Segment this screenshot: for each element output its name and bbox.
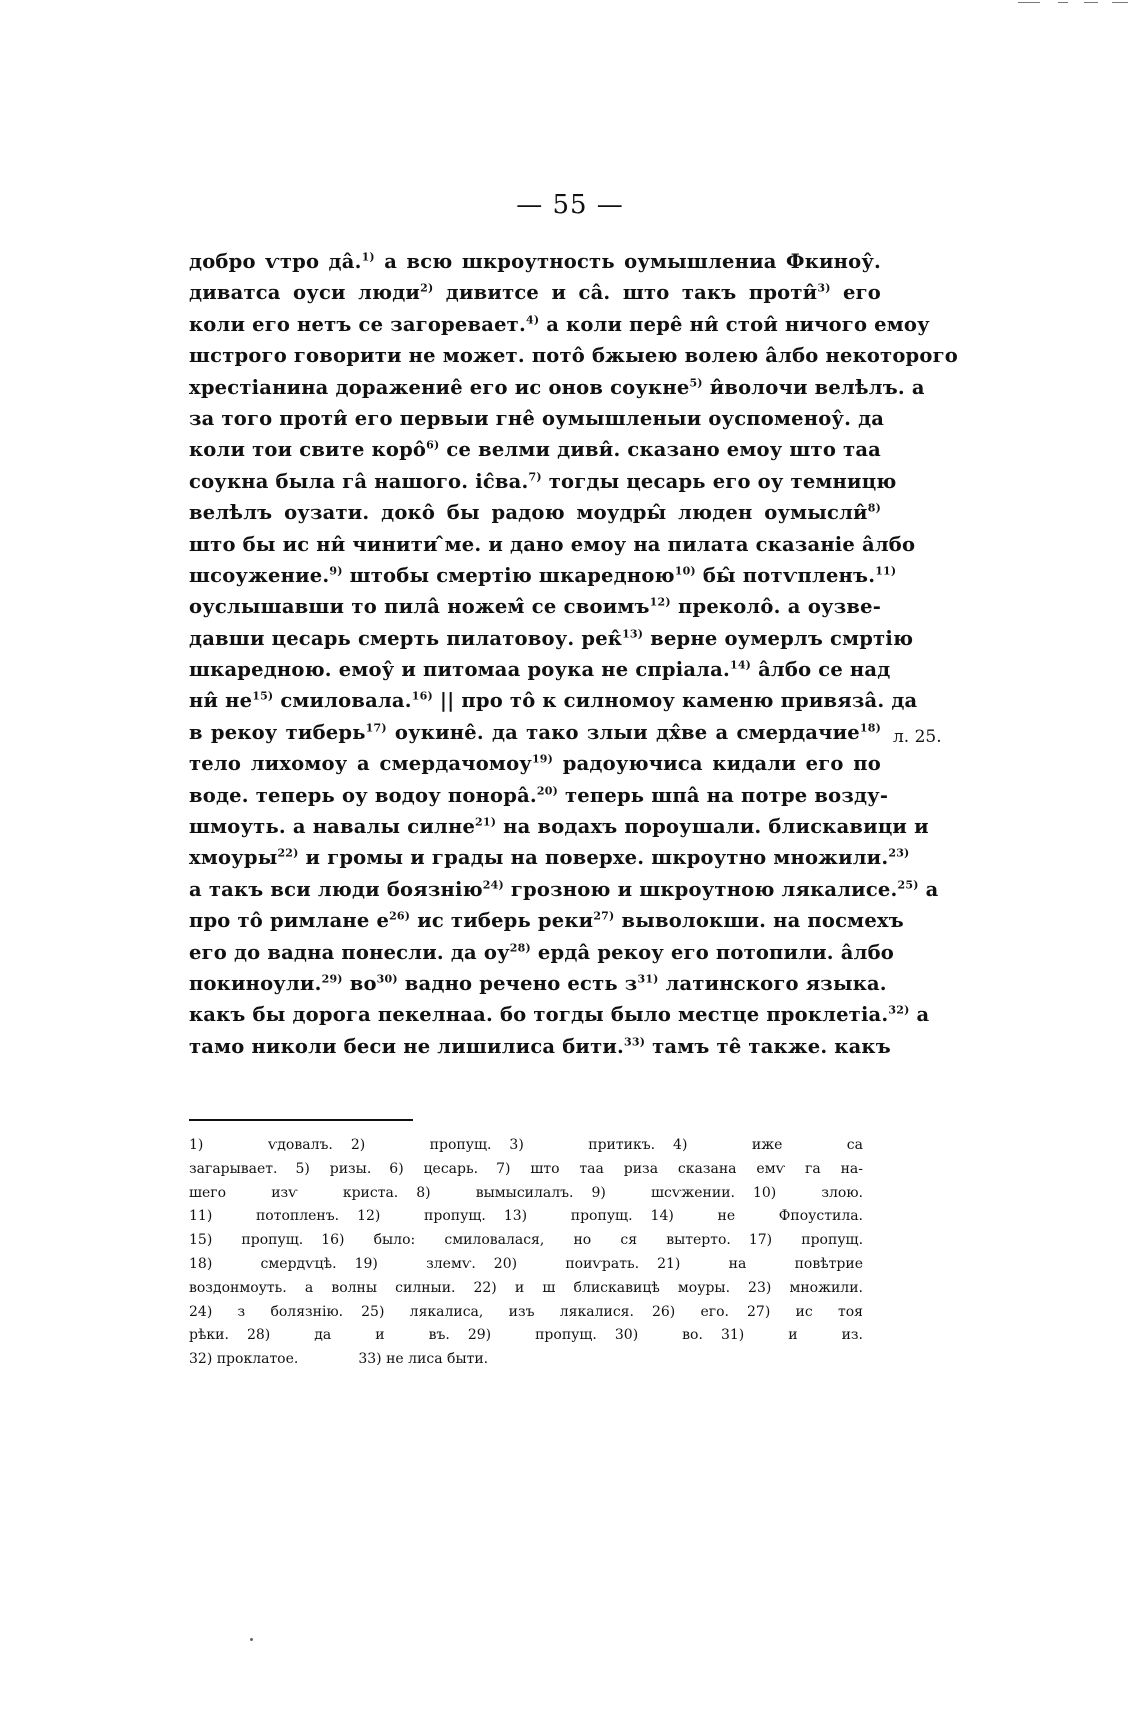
text-segment: ерда̂ рекоу его потопили. а̂лбо bbox=[530, 940, 894, 964]
footnote-ref: 22) bbox=[277, 846, 299, 860]
text-segment: соукна была га̂ нашого. іс̂ва. bbox=[189, 469, 529, 493]
page-number: — 55 — bbox=[516, 190, 624, 220]
text-segment: про то̂ римлане е bbox=[189, 909, 390, 933]
footnote-ref: 1) bbox=[361, 250, 375, 264]
footnote-line bbox=[189, 1182, 881, 1206]
footnote-ref: 33) bbox=[624, 1035, 646, 1049]
footnote-entry: 20) поиѵрать. bbox=[493, 1255, 640, 1272]
footnote-entry: 12) пропущ. bbox=[357, 1208, 486, 1225]
footnote-entry: 19) злемѵ. bbox=[354, 1255, 476, 1272]
text-segment: и громы и грады на поверхе. шкроутно множили. bbox=[298, 846, 889, 870]
text-line bbox=[189, 968, 887, 999]
text-segment: добро ѵтро да̂. bbox=[189, 250, 362, 273]
text-line bbox=[189, 780, 889, 811]
text-segment: смиловала. bbox=[273, 689, 412, 713]
text-line bbox=[189, 497, 881, 528]
text-segment: шстрого говорити не может. пото̂ бжыею волею а̂лбо некоторого bbox=[189, 344, 958, 368]
footnote-line bbox=[189, 1253, 881, 1277]
footnote-entry: 4) иже са bbox=[673, 1137, 863, 1153]
footnote-ref: 30) bbox=[376, 972, 398, 986]
footnote-entry: 13) пропущ. bbox=[503, 1208, 633, 1225]
text-line bbox=[189, 529, 916, 560]
text-segment: што бы ис ни̂ чинити ̂ме. и дано емоу на пилата сказаніе а̂лбо bbox=[189, 532, 916, 556]
text-segment: шсоужение. bbox=[189, 563, 330, 587]
text-segment: коли его нетъ се загоревает. bbox=[189, 312, 526, 336]
footnote-entry: 3) притикъ. bbox=[509, 1137, 656, 1153]
footnote-ref: 32) bbox=[888, 1003, 910, 1017]
footnote-entry: 26) его. bbox=[651, 1303, 729, 1320]
footnote-entry: 8) вымысилалъ. bbox=[416, 1184, 574, 1201]
text-segment: во bbox=[342, 971, 377, 995]
footnote-entry: 31) и из. bbox=[720, 1327, 863, 1344]
text-segment: а̂лбо се над bbox=[751, 658, 891, 682]
text-segment: || про то̂ к силномоу каменю привяза̂. да bbox=[432, 689, 918, 713]
footnote-ref: 15) bbox=[252, 689, 274, 703]
footnote-entry: 16) было: смиловалася, но ся вытерто. bbox=[321, 1232, 731, 1249]
footnote-ref: 23) bbox=[888, 846, 910, 860]
footnote-entry: загарывает. bbox=[189, 1160, 278, 1177]
footnote-entry: 28) да и въ. bbox=[246, 1327, 450, 1344]
footnote-entry: 18) смердѵцѣ. bbox=[189, 1255, 337, 1272]
footnote-line bbox=[189, 1229, 881, 1253]
footnote-entry: 25) лякалиса, изъ лякалися. bbox=[361, 1303, 634, 1320]
text-segment: бы̂ потѵпленъ. bbox=[695, 563, 876, 587]
footnote-entry: 17) пропущ. bbox=[748, 1232, 864, 1249]
text-line bbox=[189, 937, 894, 968]
text-segment: а такъ вси люди боязнію bbox=[189, 877, 483, 901]
footnote-entry: 6) цесарь. bbox=[389, 1160, 479, 1177]
footnote-entry: 29) пропущ. bbox=[467, 1327, 597, 1344]
footnote-ref: 27) bbox=[593, 909, 615, 923]
footnote-ref: 26) bbox=[389, 909, 411, 923]
text-line bbox=[189, 560, 897, 591]
text-line bbox=[189, 842, 910, 873]
footnote-entry: 10) злою. bbox=[752, 1184, 864, 1201]
text-segment: тогды цесарь его оу темницю bbox=[541, 469, 897, 493]
footnote-entry: 7) што таа риза сказана емѵ га на- bbox=[496, 1160, 863, 1177]
text-segment: покиноули. bbox=[189, 971, 322, 995]
text-segment: шмоуть. а навалы силне bbox=[189, 815, 476, 839]
text-line bbox=[189, 999, 930, 1030]
footnote-entry: 5) ризы. bbox=[295, 1160, 372, 1177]
text-segment: тамъ те̂ такжe. какъ bbox=[645, 1034, 891, 1058]
footnote-ref: 21) bbox=[475, 815, 497, 829]
margin-note: л. 25. bbox=[893, 727, 942, 747]
text-segment: дивитсе и са̂. што такъ проти̂ bbox=[433, 281, 818, 305]
text-segment: тело лихомоу а смердачомоу bbox=[189, 752, 532, 776]
footnote-ref: 2) bbox=[420, 281, 434, 295]
text-line bbox=[189, 591, 881, 622]
text-line bbox=[189, 277, 881, 308]
footnote-entry: 2) пропущ. bbox=[350, 1137, 492, 1153]
footnote-ref: 3) bbox=[817, 281, 831, 295]
text-line bbox=[189, 403, 885, 434]
text-line bbox=[189, 905, 904, 936]
text-segment: в рекоу тиберь bbox=[189, 720, 366, 744]
footnote-ref: 4) bbox=[525, 313, 540, 327]
scan-edge-marks bbox=[1000, 0, 1140, 10]
footnotes bbox=[189, 1134, 881, 1372]
footnote-ref: 18) bbox=[859, 721, 881, 735]
text-line bbox=[189, 372, 925, 403]
footnote-entry: 30) во. bbox=[614, 1327, 703, 1344]
text-segment: а коли пере̂ ни̂ стои̂ ничого емоу bbox=[539, 312, 930, 336]
text-segment: теперь шпа̂ на потре возду- bbox=[558, 783, 889, 807]
footnote-line bbox=[189, 1158, 881, 1182]
footnote-ref: 19) bbox=[531, 752, 554, 766]
text-segment: его до вадна понесли. да оу bbox=[189, 940, 510, 964]
text-line bbox=[189, 811, 929, 842]
footnote-line bbox=[189, 1348, 881, 1372]
text-segment: латинского языка. bbox=[658, 971, 887, 995]
footnote-ref: 14) bbox=[729, 658, 752, 672]
footnote-line bbox=[189, 1301, 881, 1325]
footnote-ref: 25) bbox=[897, 878, 919, 892]
text-line bbox=[189, 748, 881, 779]
footnote-entry: 14) не Фпоустила. bbox=[650, 1208, 864, 1225]
footnote-ref: 12) bbox=[649, 595, 671, 609]
text-line bbox=[189, 246, 881, 277]
text-segment: коли тои свите коро̂ bbox=[189, 438, 427, 462]
text-segment: выволокши. на посмехъ bbox=[614, 909, 904, 933]
text-segment: верне оумерлъ смртію bbox=[643, 626, 914, 650]
footnote-entry: 15) пропущ. bbox=[189, 1232, 304, 1249]
text-segment: какъ бы дорога пекелнаа. бо тогды было местце проклетіа. bbox=[189, 1003, 889, 1027]
text-line bbox=[189, 874, 939, 905]
footnote-ref: 11) bbox=[875, 564, 897, 578]
text-line bbox=[189, 340, 958, 371]
text-segment: а bbox=[909, 1003, 930, 1027]
text-segment: а bbox=[918, 877, 939, 901]
text-segment: грозною и шкроутною лякалисе. bbox=[503, 877, 898, 901]
text-segment: радоуючиса кидали его по bbox=[553, 752, 881, 776]
footnote-entry: воздонмоуть. а волны силныи. bbox=[189, 1279, 456, 1296]
text-segment: и̂волочи велѣлъ. а bbox=[702, 375, 925, 399]
text-line bbox=[189, 466, 897, 497]
footnote-entry: шего изѵ криста. bbox=[189, 1184, 399, 1201]
text-segment: давши цесарь смерть пилатовоу. рек̂ bbox=[189, 626, 623, 650]
footnote-ref: 29) bbox=[321, 972, 343, 986]
footnote-ref: 20) bbox=[536, 784, 559, 798]
text-segment: воде. теперь оу водоу понора̂. bbox=[189, 783, 537, 807]
footnote-ref: 6) bbox=[426, 438, 440, 452]
footnote-line bbox=[189, 1205, 881, 1229]
footnote-entry: 1) ѵдовалъ. bbox=[189, 1137, 333, 1153]
footnote-ref: 7) bbox=[528, 470, 542, 484]
text-line bbox=[189, 654, 891, 685]
text-segment: диватса оуси люди bbox=[189, 281, 421, 305]
footnote-entry: 27) ис тоя bbox=[747, 1303, 863, 1320]
scan-speck bbox=[250, 1638, 253, 1641]
footnote-entry: рѣки. bbox=[189, 1327, 229, 1344]
text-line bbox=[189, 623, 914, 654]
footnote-line bbox=[189, 1277, 881, 1301]
footnote-entry: 11) потопленъ. bbox=[189, 1208, 340, 1225]
footnote-entry: 24) з болязнію. bbox=[189, 1303, 344, 1320]
text-segment: шкаредною. емоу̂ и питомаа роука не спріала. bbox=[189, 658, 730, 682]
footnote-ref: 28) bbox=[509, 941, 531, 955]
text-segment: преколо̂. а оузве- bbox=[670, 595, 881, 619]
footnote-ref: 24) bbox=[482, 878, 504, 892]
footnote-ref: 10) bbox=[674, 564, 696, 578]
text-segment: его bbox=[830, 281, 881, 305]
text-segment: оуслышавши то пила̂ ножем̂ се своимъ bbox=[189, 595, 650, 619]
text-segment: вадно речено есть з bbox=[397, 971, 638, 995]
text-line bbox=[189, 685, 918, 716]
text-segment: тамо николи беси не лишилиса бити. bbox=[189, 1034, 625, 1058]
footnote-ref: 9) bbox=[329, 564, 343, 578]
footnote-line bbox=[189, 1324, 881, 1348]
text-segment: ис тиберь реки bbox=[410, 909, 594, 933]
text-segment: се велми диви̂. сказано емоу што таа bbox=[439, 438, 881, 462]
footnote-ref: 16) bbox=[411, 689, 433, 703]
footnote-entry: 21) на повѣтрие bbox=[657, 1255, 863, 1272]
footnote-ref: 8) bbox=[867, 501, 881, 515]
footnote-line bbox=[189, 1134, 881, 1158]
text-line bbox=[189, 1031, 891, 1062]
text-segment: хрестіанина доражение̂ его ис онов соукне bbox=[189, 375, 690, 399]
footnote-entry: 22) и ш блискавицѣ моуры. bbox=[473, 1279, 731, 1296]
text-line bbox=[189, 434, 881, 465]
footnote-ref: 31) bbox=[637, 972, 659, 986]
text-segment: штобы смертію шкаредною bbox=[342, 563, 675, 587]
footnote-entry: 23) множили. bbox=[748, 1279, 863, 1296]
text-line bbox=[189, 717, 881, 748]
text-segment: хмоуры bbox=[189, 846, 278, 870]
text-line bbox=[189, 309, 930, 340]
text-segment: ни̂ не bbox=[189, 689, 253, 713]
footnote-entry: 9) шсѵжении. bbox=[591, 1184, 735, 1201]
footnote-ref: 17) bbox=[365, 721, 387, 735]
text-segment: велѣлъ оузати. доко̂ бы радою моудры̂ люден оумысли̂ bbox=[189, 501, 868, 525]
footnote-ref: 13) bbox=[622, 627, 644, 641]
footnote-entry: 33) не лиса быти. bbox=[358, 1351, 489, 1368]
footnote-divider bbox=[189, 1119, 413, 1121]
footnote-ref: 5) bbox=[689, 376, 703, 390]
text-segment: оукине̂. да тако злыи дх̂ве а смердачие bbox=[386, 720, 860, 744]
footnote-entry: 32) проклатое. bbox=[189, 1351, 299, 1368]
text-segment: а всю шкроутность оумышлениа Фкиноу̂. bbox=[374, 250, 881, 273]
text-segment: на водахъ пороушали. блискавици и bbox=[496, 815, 929, 839]
text-segment: за того проти̂ его первыи гне̂ оумышленыи оуспоменоу̂. да bbox=[189, 406, 885, 430]
